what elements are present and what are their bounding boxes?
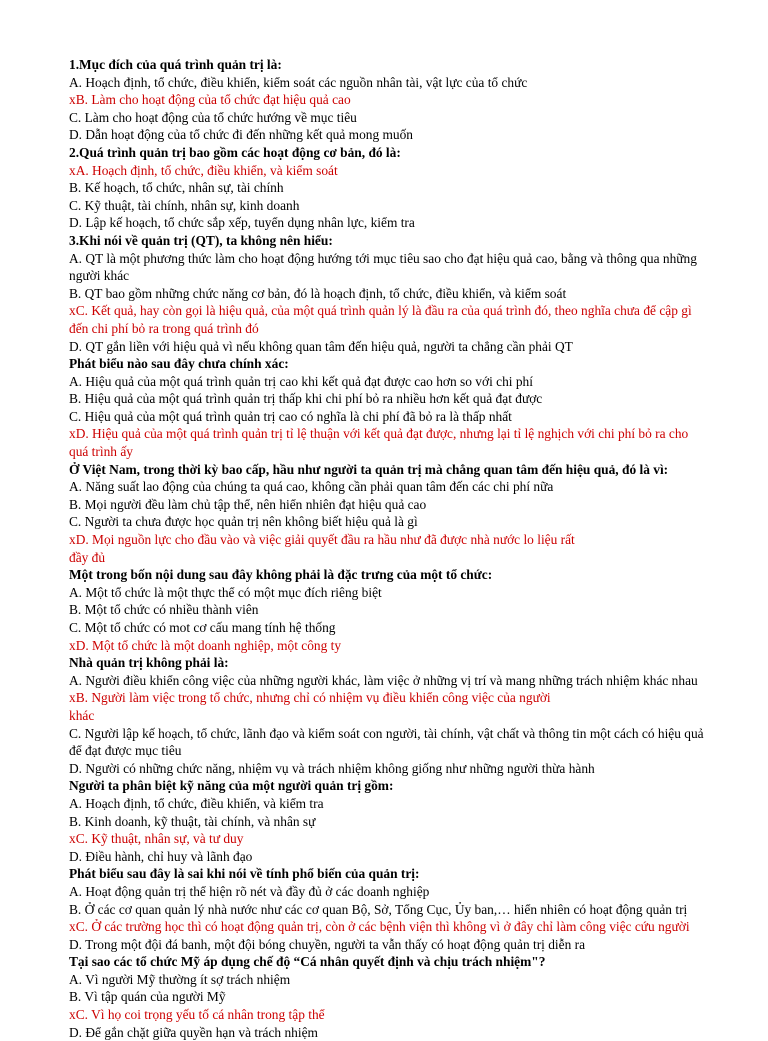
question-text: Phát biểu sau đây là sai khi nói về tính phổ biến của quản trị:	[69, 866, 420, 882]
answer-option: D. Dẫn hoạt động của tổ chức đi đến những kết quả mong muốn	[69, 127, 414, 143]
correct-answer-option: xB. Người làm việc trong tổ chức, nhưng chỉ có nhiệm vụ điều khiển công việc của người	[69, 690, 551, 706]
correct-answer-option: đầy đủ	[69, 549, 106, 565]
answer-option: A. Hoạch định, tổ chức, điều khiển, kiểm soát các nguồn nhân tài, vật lực của tổ chức	[69, 74, 528, 90]
question-text: Một trong bốn nội dung sau đây không phải là đặc trưng của một tổ chức:	[69, 567, 493, 583]
question-text: Phát biểu nào sau đây chưa chính xác:	[69, 356, 289, 372]
correct-answer-option: xC. Vì họ coi trọng yếu tố cá nhân trong tập thể	[69, 1007, 325, 1023]
answer-option: A. Người điều khiển công việc của những người khác, làm việc ở những vị trí và mang những trách nhiệm khác nhau	[69, 672, 698, 688]
answer-option: C. Một tổ chức có mot cơ cấu mang tính hệ thống	[69, 620, 336, 635]
answer-option: D. QT gắn liền với hiệu quả vì nếu không quan tâm đến hiệu quả, người ta chẳng cần phải QT	[69, 338, 573, 354]
question-text: Nhà quản trị không phải là:	[69, 655, 229, 671]
answer-option: D. Để gắn chặt giữa quyền hạn và trách nhiệm	[69, 1024, 318, 1040]
answer-option: A. Năng suất lao động của chúng ta quá cao, không cần phải quan tâm đến các chi phí nữa	[69, 479, 554, 495]
correct-answer-option: xD. Mọi nguồn lực cho đầu vào và việc giải quyết đầu ra hầu như đã được nhà nước lo liệu rất	[69, 532, 575, 548]
answer-option: B. Kế hoạch, tổ chức, nhân sự, tài chính	[69, 180, 284, 196]
answer-option: C. Hiệu quả của một quá trình quản trị cao có nghĩa là chi phí đã bỏ ra là thấp nhất	[69, 408, 512, 424]
correct-answer-option: xC. Ở các trường học thì có hoạt động quản trị, còn ở các bệnh viện thì không vì ở đây chỉ làm công việc cứu người	[69, 919, 690, 935]
answer-option: D. Trong một đội đá banh, một đội bóng chuyền, người ta vẫn thấy có hoạt động quản trị diễn ra	[69, 936, 586, 952]
answer-option: C. Người lập kế hoạch, tổ chức, lãnh đạo và kiểm soát con người, tài chính, vật chất và thông tin một cách có hiệu quả để đạt được mục tiêu	[69, 725, 704, 759]
correct-answer-option: xD. Một tổ chức là một doanh nghiệp, một công ty	[69, 637, 342, 653]
answer-option: D. Người có những chức năng, nhiệm vụ và trách nhiệm không giống như những người thừa hành	[69, 760, 595, 776]
answer-option: A. Hiệu quả của một quá trình quản trị cao khi kết quả đạt được cao hơn so với chi phí	[69, 373, 533, 389]
answer-option: D. Điều hành, chỉ huy và lãnh đạo	[69, 848, 253, 864]
answer-option: B. QT bao gồm những chức năng cơ bản, đó là hoạch định, tổ chức, điều khiển, và kiểm soát	[69, 285, 567, 301]
answer-option: B. Vì tập quán của người Mỹ	[69, 989, 226, 1005]
answer-option: A. Hoạch định, tổ chức, điều khiển, và kiểm tra	[69, 795, 324, 811]
correct-answer-option: xB. Làm cho hoạt động của tổ chức đạt hiệu quả cao	[69, 92, 351, 108]
question-text: 2.Quá trình quản trị bao gồm các hoạt động cơ bản, đó là:	[69, 144, 401, 160]
correct-answer-option: khác	[69, 707, 95, 723]
answer-option: B. Ở các cơ quan quản lý nhà nước như các cơ quan Bộ, Sở, Tổng Cục, Ủy ban,… hiển nhiên có hoạt động quản trị	[69, 901, 688, 917]
answer-option: A. QT là một phương thức làm cho hoạt động hướng tới mục tiêu sao cho đạt hiệu quả cao, bằng và thông qua những người khác	[69, 250, 697, 284]
answer-option: C. Kỹ thuật, tài chính, nhân sự, kinh doanh	[69, 197, 300, 213]
document-page	[69, 56, 709, 1041]
correct-answer-option: xA. Hoạch định, tổ chức, điều khiển, và kiểm soát	[69, 162, 338, 178]
answer-option: B. Kinh doanh, kỹ thuật, tài chính, và nhân sự	[69, 813, 316, 829]
answer-option: B. Mọi người đều làm chủ tập thể, nên hiển nhiên đạt hiệu quả cao	[69, 496, 427, 512]
correct-answer-option: xC. Kỹ thuật, nhân sự, và tư duy	[69, 831, 244, 847]
correct-answer-option: xD. Hiệu quả của một quá trình quản trị tỉ lệ thuận với kết quả đạt được, nhưng lại tỉ lệ nghịch với chi phí bỏ ra cho quá trình ấy	[69, 426, 689, 460]
answer-option: C. Người ta chưa được học quản trị nên không biết hiệu quả là gì	[69, 514, 418, 530]
answer-option: B. Một tổ chức có nhiều thành viên	[69, 602, 259, 618]
answer-option: D. Lập kế hoạch, tổ chức sắp xếp, tuyển dụng nhân lực, kiểm tra	[69, 215, 415, 231]
answer-option: B. Hiệu quả của một quá trình quản trị thấp khi chi phí bỏ ra nhiều hơn kết quả đạt được	[69, 391, 543, 407]
question-text: 3.Khi nói về quản trị (QT), ta không nên hiểu:	[69, 232, 333, 248]
question-text: Ở Việt Nam, trong thời kỳ bao cấp, hầu như người ta quản trị mà chẳng quan tâm đến hiệu quả, đó là vì:	[69, 461, 669, 477]
answer-option: A. Hoạt động quản trị thể hiện rõ nét và đầy đủ ở các doanh nghiệp	[69, 883, 430, 899]
question-text: Tại sao các tổ chức Mỹ áp dụng chế độ “Cá nhân quyết định và chịu trách nhiệm"?	[69, 954, 546, 970]
question-text: 1.Mục đích của quá trình quản trị là:	[69, 57, 282, 72]
answer-option: A. Vì người Mỹ thường ít sợ trách nhiệm	[69, 971, 291, 987]
correct-answer-option: xC. Kết quả, hay còn gọi là hiệu quả, của một quá trình quản lý là đầu ra của quá trình đó, theo nghĩa chưa để cập gì đến chi phí bỏ ra trong quá trình đó	[69, 303, 692, 336]
answer-option: C. Làm cho hoạt động của tổ chức hướng về mục tiêu	[69, 109, 357, 125]
answer-option: A. Một tổ chức là một thực thể có một mục đích riêng biệt	[69, 584, 382, 600]
question-text: Người ta phân biệt kỹ năng của một người quản trị gồm:	[69, 778, 394, 794]
